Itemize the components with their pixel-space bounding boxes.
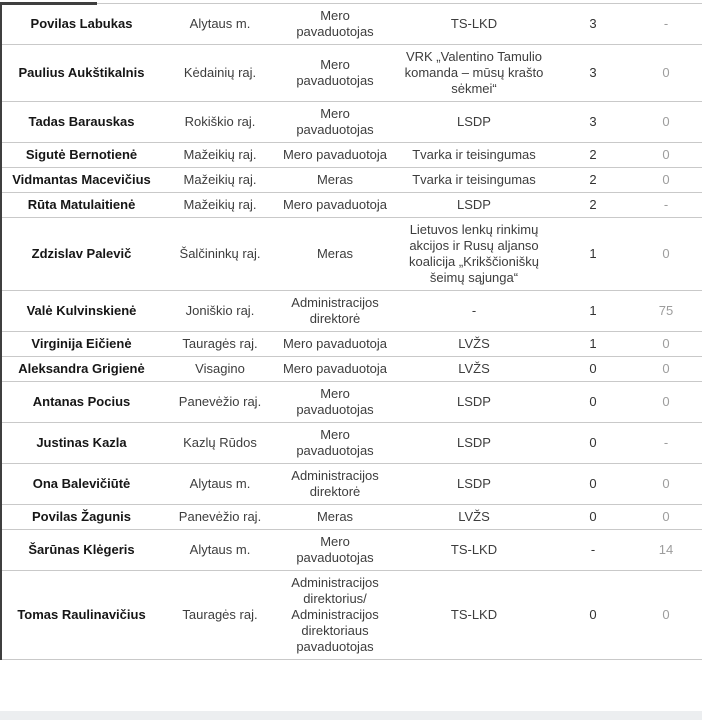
cell-value1: 0 <box>557 571 629 660</box>
cell-value2: 75 <box>629 291 702 332</box>
cell-value1: 1 <box>557 291 629 332</box>
cell-value1: 0 <box>557 464 629 505</box>
cell-name: Sigutė Bernotienė <box>1 143 161 168</box>
cell-name: Ona Balevičiūtė <box>1 464 161 505</box>
table-row <box>1 357 702 382</box>
cell-party: TS-LKD <box>391 530 557 571</box>
cell-party: LSDP <box>391 102 557 143</box>
cell-municipality: Šalčininkų raj. <box>161 218 279 291</box>
cell-name: Rūta Matulaitienė <box>1 193 161 218</box>
cell-municipality: Alytaus m. <box>161 4 279 45</box>
cell-party: LVŽS <box>391 332 557 357</box>
cell-party: LSDP <box>391 382 557 423</box>
cell-position: Administracijos direktorius/ Administracijos direktoriaus pavaduotojas <box>279 571 391 660</box>
cell-municipality: Kėdainių raj. <box>161 45 279 102</box>
cell-value1: 3 <box>557 45 629 102</box>
cell-position: Mero pavaduotojas <box>279 4 391 45</box>
cell-position: Mero pavaduotojas <box>279 102 391 143</box>
cell-party: Tvarka ir teisingumas <box>391 143 557 168</box>
cell-value2: - <box>629 4 702 45</box>
cell-position: Meras <box>279 218 391 291</box>
cell-name: Povilas Labukas <box>1 4 161 45</box>
cell-value2: 0 <box>629 102 702 143</box>
table-row <box>1 571 702 660</box>
cell-municipality: Alytaus m. <box>161 530 279 571</box>
cell-value1: 1 <box>557 332 629 357</box>
cell-position: Mero pavaduotoja <box>279 332 391 357</box>
cell-position: Mero pavaduotoja <box>279 143 391 168</box>
cell-value2: 0 <box>629 45 702 102</box>
cell-municipality: Tauragės raj. <box>161 332 279 357</box>
cell-name: Tomas Raulinavičius <box>1 571 161 660</box>
cell-municipality: Kazlų Rūdos <box>161 423 279 464</box>
cell-value1: 3 <box>557 4 629 45</box>
cell-value2: 0 <box>629 382 702 423</box>
table-row <box>1 102 702 143</box>
cell-value2: 0 <box>629 505 702 530</box>
cell-value1: 0 <box>557 505 629 530</box>
top-left-border-remnant <box>0 2 97 5</box>
cell-party: LSDP <box>391 464 557 505</box>
cell-value2: - <box>629 193 702 218</box>
cell-value1: 1 <box>557 218 629 291</box>
cell-value2: 0 <box>629 464 702 505</box>
cell-name: Virginija Eičienė <box>1 332 161 357</box>
cell-municipality: Panevėžio raj. <box>161 382 279 423</box>
cell-party: LSDP <box>391 193 557 218</box>
cell-position: Mero pavaduotojas <box>279 423 391 464</box>
table-row <box>1 168 702 193</box>
table-row <box>1 382 702 423</box>
table-body <box>1 4 702 660</box>
cell-municipality: Tauragės raj. <box>161 571 279 660</box>
cell-municipality: Mažeikių raj. <box>161 193 279 218</box>
cell-value1: - <box>557 530 629 571</box>
cell-value2: 0 <box>629 168 702 193</box>
table-row <box>1 45 702 102</box>
cell-name: Zdzislav Palevič <box>1 218 161 291</box>
cell-position: Mero pavaduotojas <box>279 45 391 102</box>
table-row <box>1 193 702 218</box>
cell-municipality: Mažeikių raj. <box>161 168 279 193</box>
cell-municipality: Joniškio raj. <box>161 291 279 332</box>
cell-position: Administracijos direktorė <box>279 291 391 332</box>
cell-value2: 0 <box>629 571 702 660</box>
cell-municipality: Visagino <box>161 357 279 382</box>
cell-position: Mero pavaduotoja <box>279 193 391 218</box>
cell-position: Mero pavaduotojas <box>279 382 391 423</box>
cell-position: Administracijos direktorė <box>279 464 391 505</box>
cell-name: Tadas Barauskas <box>1 102 161 143</box>
cell-party: Tvarka ir teisingumas <box>391 168 557 193</box>
cell-name: Aleksandra Grigienė <box>1 357 161 382</box>
cell-name: Justinas Kazla <box>1 423 161 464</box>
cell-municipality: Alytaus m. <box>161 464 279 505</box>
cell-party: LVŽS <box>391 357 557 382</box>
cell-party: LVŽS <box>391 505 557 530</box>
cell-value1: 0 <box>557 357 629 382</box>
cell-name: Povilas Žagunis <box>1 505 161 530</box>
cell-name: Antanas Pocius <box>1 382 161 423</box>
table-row <box>1 464 702 505</box>
cell-value2: 0 <box>629 357 702 382</box>
table-row <box>1 218 702 291</box>
cell-value2: 0 <box>629 143 702 168</box>
cell-value1: 2 <box>557 143 629 168</box>
table-row <box>1 332 702 357</box>
cell-party: VRK „Valentino Tamulio komanda – mūsų krašto sėkmei“ <box>391 45 557 102</box>
cell-party: Lietuvos lenkų rinkimų akcijos ir Rusų aljanso koalicija „Krikščioniškų šeimų sąjunga“ <box>391 218 557 291</box>
table-row <box>1 143 702 168</box>
cell-value2: - <box>629 423 702 464</box>
cell-value1: 2 <box>557 168 629 193</box>
bottom-edge-band <box>0 711 702 720</box>
cell-value2: 14 <box>629 530 702 571</box>
cell-value1: 2 <box>557 193 629 218</box>
table-row <box>1 530 702 571</box>
cell-value2: 0 <box>629 218 702 291</box>
cell-position: Mero pavaduotoja <box>279 357 391 382</box>
cell-party: LSDP <box>391 423 557 464</box>
cell-party: - <box>391 291 557 332</box>
table-row <box>1 423 702 464</box>
cell-position: Meras <box>279 505 391 530</box>
officials-table <box>0 3 702 660</box>
cell-name: Paulius Aukštikalnis <box>1 45 161 102</box>
table-row <box>1 291 702 332</box>
cell-name: Vidmantas Macevičius <box>1 168 161 193</box>
cell-value1: 0 <box>557 423 629 464</box>
table-row <box>1 505 702 530</box>
cell-municipality: Rokiškio raj. <box>161 102 279 143</box>
cell-name: Šarūnas Klėgeris <box>1 530 161 571</box>
cell-position: Meras <box>279 168 391 193</box>
cell-value1: 0 <box>557 382 629 423</box>
cell-position: Mero pavaduotojas <box>279 530 391 571</box>
cell-party: TS-LKD <box>391 571 557 660</box>
cell-municipality: Mažeikių raj. <box>161 143 279 168</box>
cell-party: TS-LKD <box>391 4 557 45</box>
cell-name: Valė Kulvinskienė <box>1 291 161 332</box>
table-row <box>1 4 702 45</box>
cell-value2: 0 <box>629 332 702 357</box>
cell-municipality: Panevėžio raj. <box>161 505 279 530</box>
cell-value1: 3 <box>557 102 629 143</box>
